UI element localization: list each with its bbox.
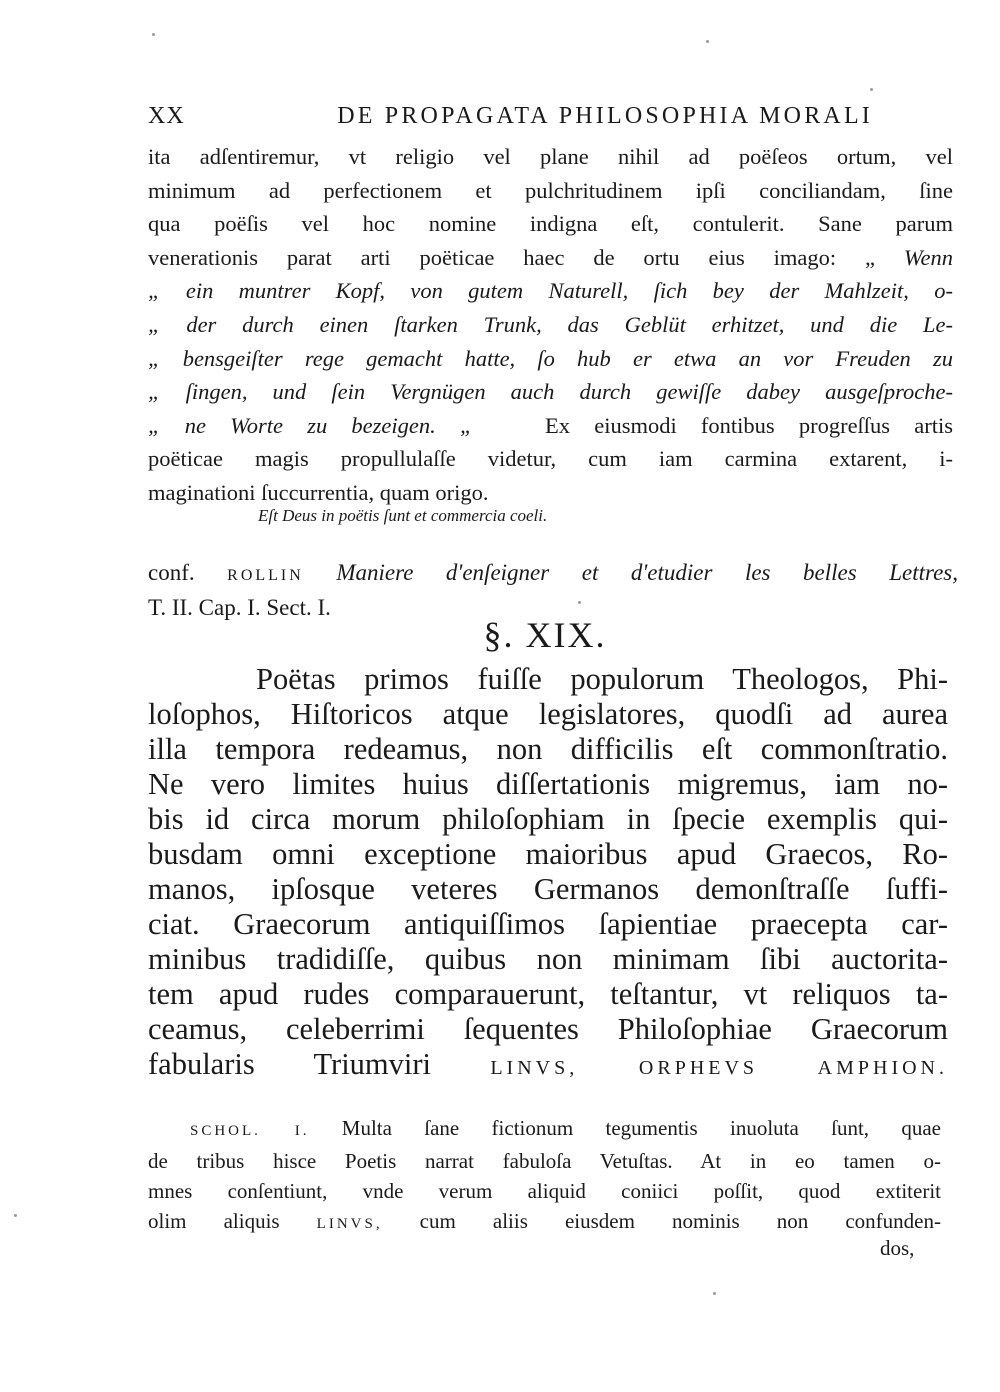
scholion-line: mnes conſentiunt, vnde verum aliquid coniici poſſit, quod extiterit (148, 1179, 941, 1203)
text-line (148, 241, 953, 275)
text-line: tem apud rudes comparauerunt, teſtantur, vt reliquos ta- (148, 977, 948, 1011)
text-segment: cum aliis eiusdem nominis non confunden- (419, 1209, 941, 1233)
text-line: minimum ad perfectionem et pulchritudinem ipſi conciliandam, ſine (148, 177, 953, 203)
section-paragraph (148, 662, 948, 1086)
text-line: Poëtas primos fuiſſe populorum Theologos, Phi- (256, 662, 948, 696)
conf-prefix: conf. (148, 560, 195, 585)
text-line: ceamus, celeberrimi ſequentes Philoſophiae Graecorum (148, 1012, 948, 1046)
text-line (148, 1047, 948, 1086)
paragraph-continued (148, 140, 953, 510)
text-segment: olim aliquis (148, 1209, 280, 1233)
paper-speck (713, 1292, 716, 1295)
text-line: busdam omni exceptione maioribus apud Graecos, Ro- (148, 837, 948, 871)
paper-speck (870, 88, 873, 91)
scholion-line (148, 1113, 941, 1146)
text-line: qua poëſis vel hoc nomine indigna eſt, contulerit. Sane parum (148, 211, 953, 237)
text-segment: fabularis Triumviri (148, 1047, 431, 1081)
text-line: manos, ipſosque veteres Germanos demonſtraſſe ſuffi- (148, 872, 948, 906)
german-quote-line: „ der durch einen ſtarken Trunk, das Geblüt erhitzet, und die Le- (148, 311, 953, 337)
paper-speck (14, 1214, 17, 1217)
german-quote-line: „ bensgeiſter rege gemacht hatte, ſo hub er etwa an vor Freuden zu (148, 345, 953, 371)
text-segment: venerationis parat arti poëticae haec de ortu eius imago: „ (148, 244, 875, 270)
text-line (148, 409, 953, 443)
running-header (148, 103, 873, 130)
text-line: illa tempora redeamus, non difficilis eſt commonſtratio. (148, 732, 948, 766)
catchword: dos, (880, 1236, 915, 1260)
text-line: minibus tradidiſſe, quibus non minimam ſibi auctorita- (148, 942, 948, 976)
work-title: Maniere d'enſeigner et d'etudier les belles Lettres, (336, 560, 958, 585)
running-title: DE PROPAGATA PHILOSOPHIA MORALI (337, 103, 873, 129)
text-line: Ne vero limites huius diſſertationis migremus, iam no- (148, 767, 948, 801)
text-line: loſophos, Hiſtoricos atque legislatores, quodſi ad aurea (148, 697, 948, 731)
text-line: maginationi ſuccurrentia, quam origo. (148, 479, 489, 505)
scholion-label: SCHOL. I. (190, 1123, 310, 1139)
text-line: bis id circa morum philoſophiam in ſpecie exemplis qui- (148, 802, 948, 836)
text-line: ita adſentiremur, vt religio vel plane nihil ad poëſeos ortum, vel (148, 144, 953, 169)
german-quote-start: Wenn (903, 244, 953, 270)
german-quote-line: „ ſingen, und ſein Vergnügen auch durch gewiſſe dabey ausgeſproche- (148, 379, 953, 405)
scholion (148, 1113, 941, 1239)
text-segment: Ex eiusmodi fontibus progreſſus artis (545, 412, 953, 438)
text-line: ciat. Graecorum antiquiſſimos ſapientiae praecepta car- (148, 907, 948, 941)
text-line: poëticae magis propullulaſſe videtur, cum iam carmina extarent, i- (148, 446, 953, 472)
linus-name: LINVS, (316, 1216, 383, 1232)
german-quote-end: „ ne Worte zu bezeigen. „ (148, 412, 473, 438)
paper-speck (578, 601, 581, 604)
reference-line (148, 557, 958, 592)
scholion-line: de tribus hisce Poetis narrat fabuloſa Vetuſtas. At in eo tamen o- (148, 1149, 941, 1173)
section-heading: §. XIX. (483, 615, 607, 655)
poet-names: LINVS, ORPHEVS AMPHION. (490, 1057, 948, 1079)
text-segment: Multa ſane fictionum tegumentis inuoluta ſunt, quae (341, 1116, 941, 1140)
page-number: XX (148, 103, 185, 129)
author-name: ROLLIN (227, 567, 304, 584)
german-quote-line: „ ein muntrer Kopf, von gutem Naturell, ſich bey der Mahlzeit, o- (148, 278, 953, 304)
paper-speck (706, 40, 709, 43)
reference-citation: T. II. Cap. I. Sect. I. (148, 595, 331, 620)
verse-quotation: Eſt Deus in poëtis ſunt et commercia coeli. (258, 506, 548, 525)
paper-speck (152, 33, 155, 36)
scholion-line (148, 1206, 941, 1239)
